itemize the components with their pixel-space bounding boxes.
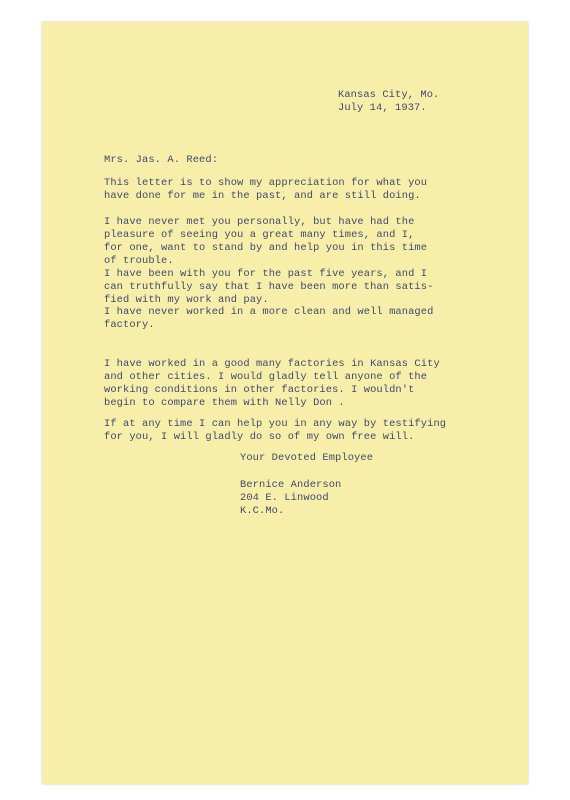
paragraph-line: of trouble. [104, 255, 174, 267]
paragraph-line: I have worked in a good many factories in Kansas City [104, 358, 440, 370]
signature-name: Bernice Anderson [240, 479, 342, 491]
paragraph-5 [104, 358, 440, 410]
paragraph-1 [104, 177, 427, 203]
paragraph-line: pleasure of seeing you a great many times, and I, [104, 229, 415, 241]
paragraph-line: have done for me in the past, and are still doing. [104, 190, 421, 202]
signature-address: 204 E. Linwood [240, 492, 329, 504]
paragraph-line: for you, I will gladly do so of my own free will. [104, 431, 415, 443]
paragraph-3 [104, 268, 433, 307]
paragraph-line: begin to compare them with Nelly Don . [104, 397, 345, 409]
paragraph-6 [104, 418, 446, 444]
paragraph-line: I have been with you for the past five years, and I [104, 268, 428, 280]
paragraph-line: If at any time I can help you in any way by testifying [104, 418, 447, 430]
paragraph-line: I have never met you personally, but have had the [104, 216, 415, 228]
paragraph-line: fied with my work and pay. [104, 294, 269, 306]
date: July 14, 1937. [338, 102, 427, 114]
paragraph-line: for one, want to stand by and help you in this time [104, 242, 428, 254]
paragraph-4 [104, 306, 433, 332]
paragraph-line: and other cities. I would gladly tell anyone of the [104, 371, 428, 383]
place: Kansas City, Mo. [338, 89, 440, 101]
paragraph-line: working conditions in other factories. I wouldn't [104, 384, 415, 396]
letter-page [42, 22, 528, 784]
paragraph-2 [104, 216, 427, 268]
paragraph-line: This letter is to show my appreciation for what you [104, 177, 428, 189]
paragraph-line: I have never worked in a more clean and well managed [104, 306, 434, 318]
paragraph-line: factory. [104, 319, 155, 331]
signature-block [240, 479, 341, 518]
salutation: Mrs. Jas. A. Reed: [104, 154, 219, 166]
dateline [338, 89, 439, 115]
signature-city: K.C.Mo. [240, 505, 285, 517]
paragraph-line: can truthfully say that I have been more than satis- [104, 281, 434, 293]
closing: Your Devoted Employee [240, 452, 374, 464]
